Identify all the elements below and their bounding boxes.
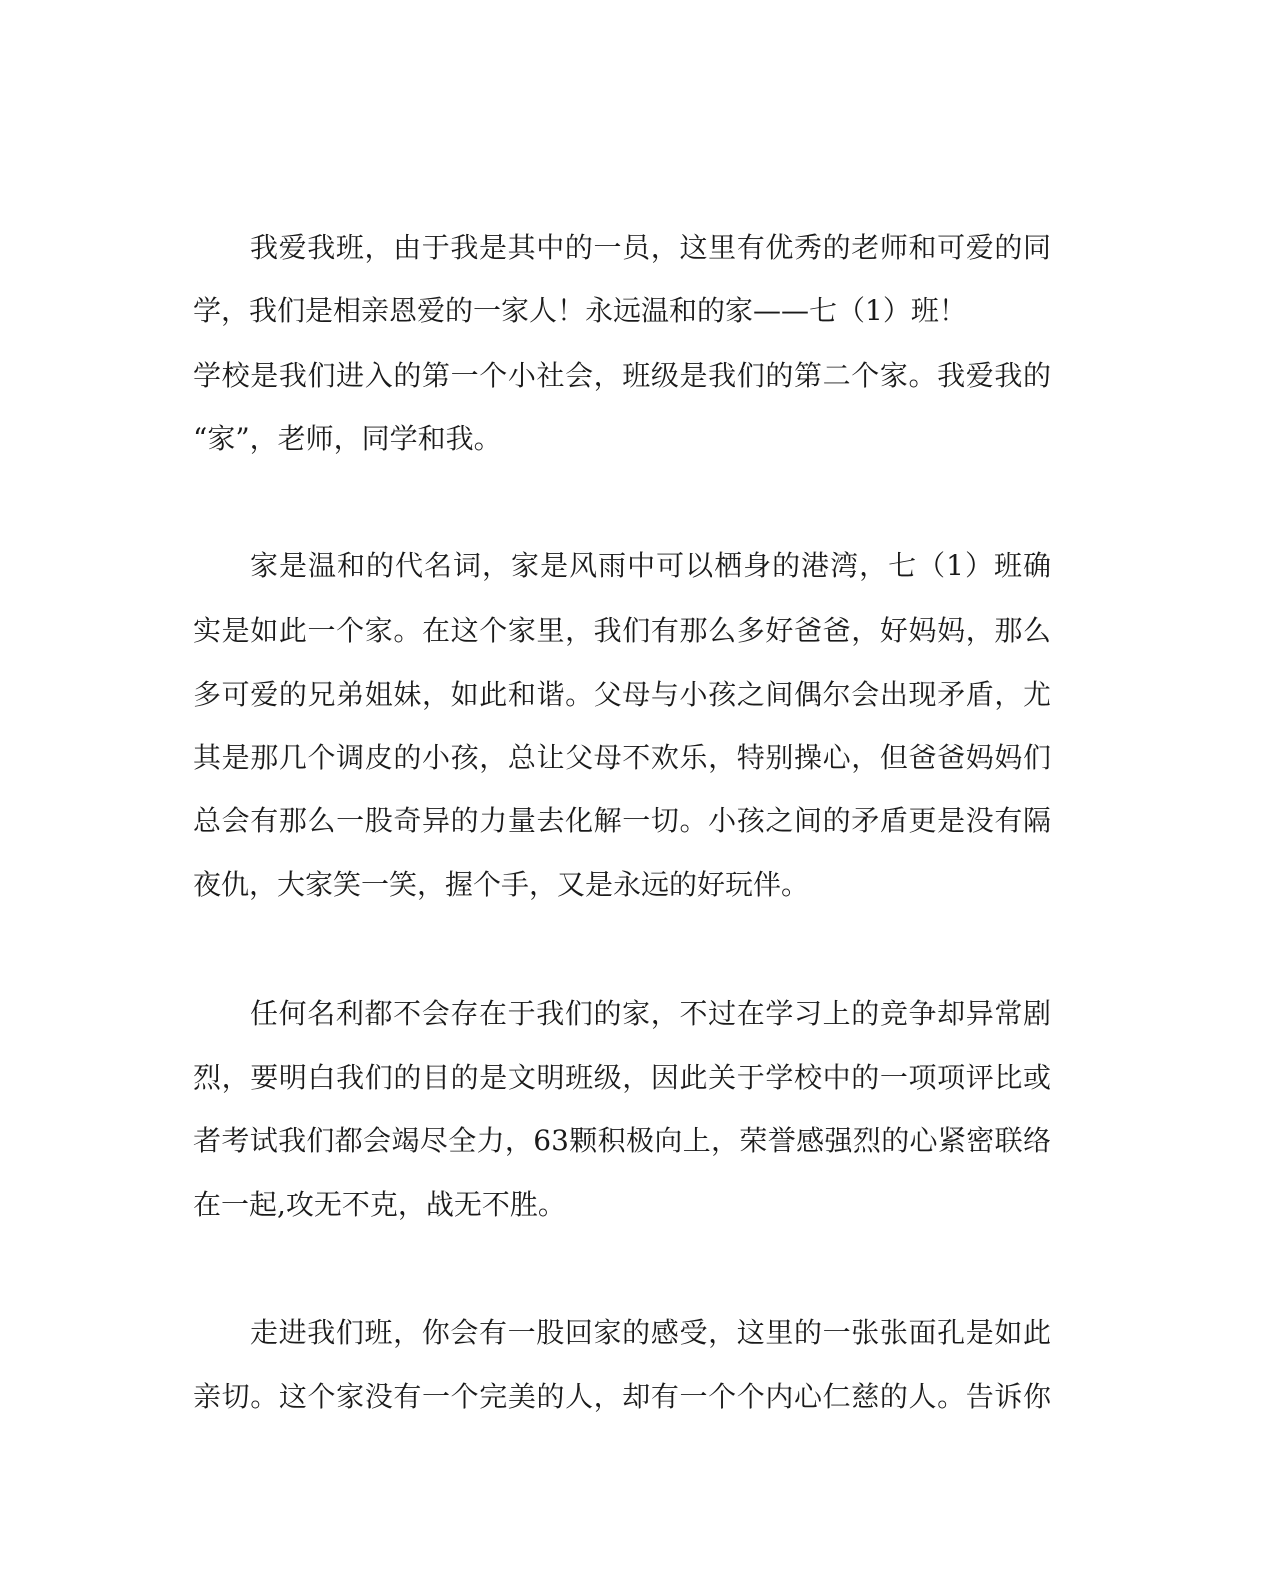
text-line: 我爱我班，由于我是其中的一员，这里有优秀的老师和可爱的同 <box>250 231 1051 264</box>
text-line: 家是温和的代名词，家是风雨中可以栖身的港湾，七（1）班确 <box>250 549 1051 582</box>
text-line: 学，我们是相亲恩爱的一家人！永远温和的家——七（1）班！ <box>193 294 967 327</box>
text-line: 任何名利都不会存在于我们的家，不过在学习上的竞争却异常剧 <box>250 997 1051 1030</box>
text-line: 实是如此一个家。在这个家里，我们有那么多好爸爸，好妈妈，那么 <box>193 614 1051 647</box>
text-line: 者考试我们都会竭尽全力，63颗积极向上，荣誉感强烈的心紧密联络 <box>193 1124 1051 1157</box>
text-line: 亲切。这个家没有一个完美的人，却有一个个内心仁慈的人。告诉你 <box>193 1380 1051 1413</box>
text-line: 学校是我们进入的第一个小社会，班级是我们的第二个家。我爱我的 <box>193 359 1051 392</box>
text-line: 总会有那么一股奇异的力量去化解一切。小孩之间的矛盾更是没有隔 <box>193 804 1051 837</box>
text-line: 夜仇，大家笑一笑，握个手，又是永远的好玩伴。 <box>193 868 810 901</box>
text-line: 走进我们班，你会有一股回家的感受，这里的一张张面孔是如此 <box>250 1316 1051 1349</box>
text-line: 多可爱的兄弟姐妹，如此和谐。父母与小孩之间偶尔会出现矛盾，尤 <box>193 678 1051 711</box>
text-line: 在一起,攻无不克，战无不胜。 <box>193 1188 566 1221</box>
text-line: 烈，要明白我们的目的是文明班级，因此关于学校中的一项项评比或 <box>193 1061 1051 1094</box>
text-line: 其是那几个调皮的小孩，总让父母不欢乐，特别操心，但爸爸妈妈们 <box>193 741 1051 774</box>
text-line: “家”，老师，同学和我。 <box>193 422 502 455</box>
